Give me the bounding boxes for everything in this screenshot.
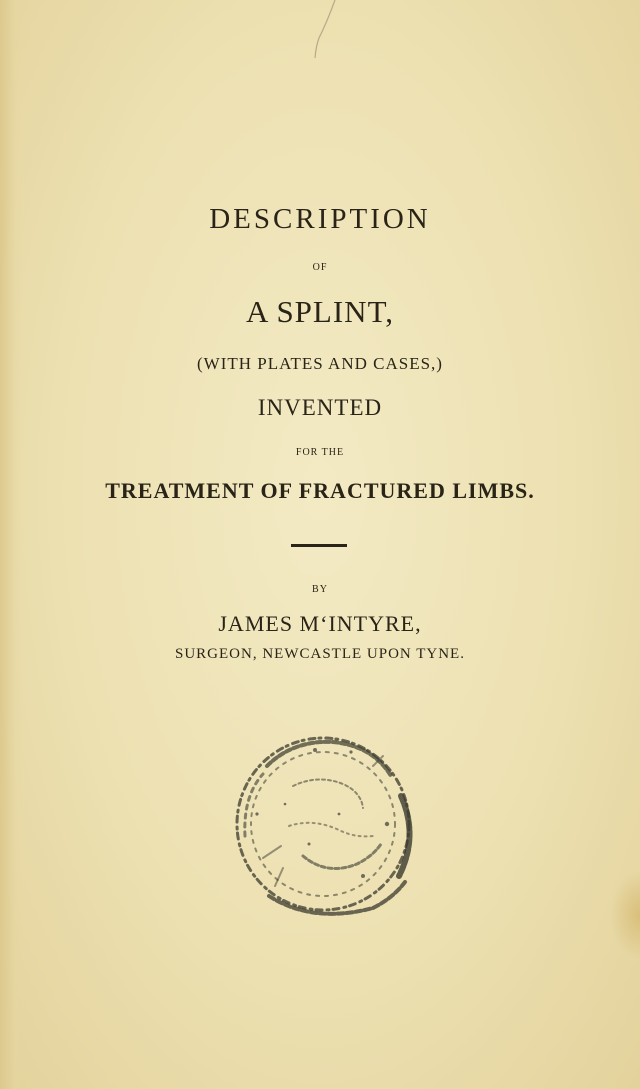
paper-stain [610,870,640,960]
author-title: SURGEON, NEWCASTLE UPON TYNE. [175,646,465,662]
title-connector-of: OF [312,262,328,273]
book-purpose: TREATMENT OF FRACTURED LIMBS. [105,478,535,503]
book-subject: A SPLINT, [246,294,394,329]
pencil-mark [305,0,345,60]
book-subtitle: (WITH PLATES AND CASES,) [197,354,443,373]
library-stamp-icon [223,726,423,926]
divider-rule [291,544,347,547]
byline-connector: BY [312,584,328,595]
author-name: JAMES M‘INTYRE, [218,611,422,636]
title-invented: INVENTED [257,395,383,420]
book-title: DESCRIPTION [209,203,431,235]
page-edge-shadow [0,0,22,1089]
title-connector-for-the: FOR THE [295,447,345,458]
